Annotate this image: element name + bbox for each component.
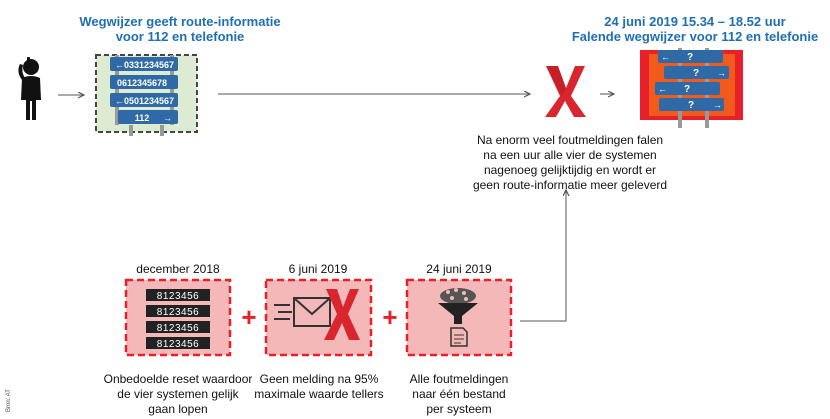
signpost-left-sign: 112 [134,113,150,123]
svg-text:→: → [713,100,722,110]
signpost-right-sign: ? [683,84,691,95]
cause-caption: Alle foutmeldingen naar één bestand per systeem [409,372,509,416]
cause-date: 24 juni 2019 [426,262,492,276]
signpost-left [96,55,197,136]
counter-row: 8123456 [156,339,200,350]
top-left-title: Wegwijzer geeft route-informatie voor 112 en telefonie [79,14,281,44]
cause-date: 6 juni 2019 [288,262,348,276]
signpost-right-sign: ? [687,100,695,111]
plus-sign: + [382,302,398,332]
cause-caption: Geen melding na 95% maximale waarde tellers [254,372,384,401]
signpost-left-sign: 0612345678 [116,78,168,88]
svg-text:←: ← [661,52,670,62]
signpost-left-sign: 0501234567 [123,96,175,106]
signpost-right-sign: ? [686,52,694,63]
top-right-title: 24 juni 2019 15.34 – 18.52 uur Falende wegwijzer voor 112 en telefonie [571,14,819,44]
plus-sign: + [241,302,257,332]
counter-row: 8123456 [156,307,200,318]
signpost-right-sign: ? [692,68,700,79]
svg-text:→: → [717,68,726,78]
arrow-causes-to-failure [520,190,566,321]
counter-row: 8123456 [156,323,200,334]
signpost-right [640,48,743,128]
cause-box-message [266,280,371,355]
person-phone-icon [18,57,41,120]
cause-box-funnel [407,280,511,355]
svg-text:→: → [163,113,172,123]
counter-row: 8123456 [156,291,200,302]
source-label: Bron: AT [6,389,12,412]
svg-text:←: ← [658,84,667,94]
svg-text:←: ← [115,60,124,70]
failure-text: Na enorm veel foutmeldingen falen na een uur alle vier de systemen nagenoeg gelijktijdig en wordt er geen route-informatie meer geleverd [472,133,668,192]
cause-box-counters [126,280,230,355]
svg-text:←: ← [115,96,124,106]
signpost-left-sign: 0331234567 [123,60,175,70]
failure-x-icon [545,66,586,117]
cause-date: december 2018 [136,262,220,276]
cause-caption: Onbedoelde reset waardoor de vier systemen gelijk gaan lopen [103,372,253,416]
